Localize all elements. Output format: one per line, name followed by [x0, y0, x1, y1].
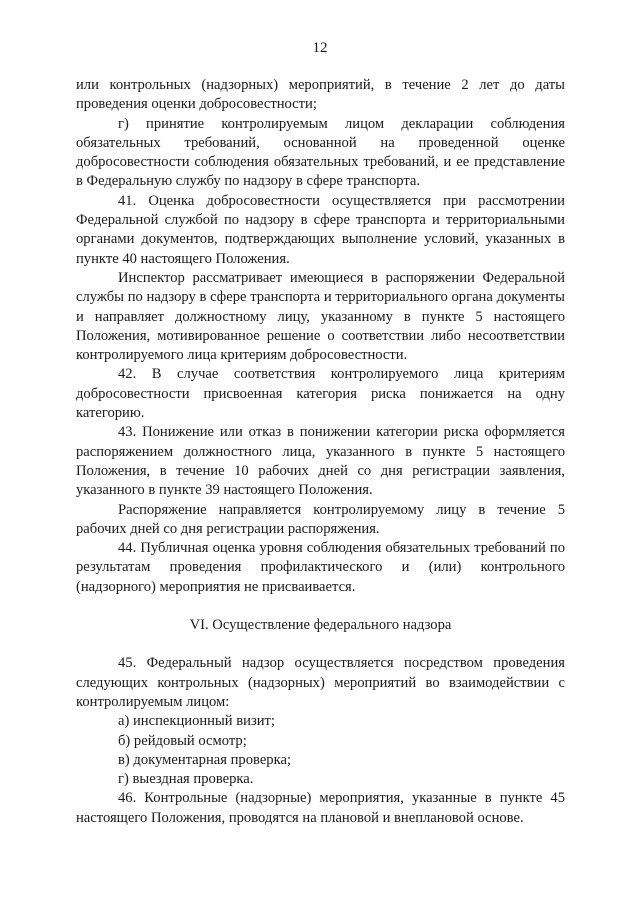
- paragraph-43: 43. Понижение или отказ в понижении категории риска оформляется распоряжением должностного лица, указанного в пункте 5 настоящего Положения, в течение 10 рабочих дней со дня регистрации заявления, указанного в пункте 39 настоящего Положения.: [76, 424, 565, 499]
- document-body: [76, 76, 565, 828]
- paragraph-46: 46. Контрольные (надзорные) мероприятия, указанные в пункте 45 настоящего Положения, проводятся на плановой и внеплановой основе.: [76, 790, 565, 826]
- list-item-g: г) выездная проверка.: [118, 771, 254, 788]
- list-item-v: в) документарная проверка;: [118, 751, 291, 768]
- paragraph-41: 41. Оценка добросовестности осуществляется при рассмотрении Федеральной службой по надзору в сфере транспорта и территориальными органами документов, подтверждающих выполнение условий, указанных в пункте 40 настоящего Положения.: [76, 192, 565, 267]
- paragraph-continuation: или контрольных (надзорных) мероприятий, в течение 2 лет до даты проведения оценки добросовестности;: [76, 77, 565, 113]
- section-heading: VI. Осуществление федерального надзора: [189, 617, 452, 634]
- list-item-b: б) рейдовый осмотр;: [118, 732, 247, 749]
- list-item-a: а) инспекционный визит;: [118, 713, 275, 730]
- paragraph-45: 45. Федеральный надзор осуществляется посредством проведения следующих контрольных (надзорных) мероприятий во взаимодействии с контролируемым лицом:: [76, 655, 565, 710]
- paragraph-44: 44. Публичная оценка уровня соблюдения обязательных требований по результатам проведения профилактического и (или) контрольного (надзорного) мероприятия не присваивается.: [76, 540, 565, 595]
- paragraph-order-sent: Распоряжение направляется контролируемому лицу в течение 5 рабочих дней со дня регистрации распоряжения.: [76, 501, 565, 537]
- page-number: 12: [312, 40, 328, 56]
- paragraph-item-g: г) принятие контролируемым лицом декларации соблюдения обязательных требований, основанной на проведенной оценке добросовестности соблюдения обязательных требований, и ее представление в Федеральную службу по надзору в сфере транспорта.: [76, 115, 565, 190]
- paragraph-42: 42. В случае соответствия контролируемого лица критериям добросовестности присвоенная категория риска понижается на одну категорию.: [76, 366, 565, 422]
- paragraph-inspector: Инспектор рассматривает имеющиеся в распоряжении Федеральной службы по надзору в сфере транспорта и территориального органа документы и направляет должностному лицу, указанному в пункте 5 настоящего Положения, мотивированное решение о соответствии либо несоответствии контролируемого лица критериям добросовестности.: [76, 269, 565, 364]
